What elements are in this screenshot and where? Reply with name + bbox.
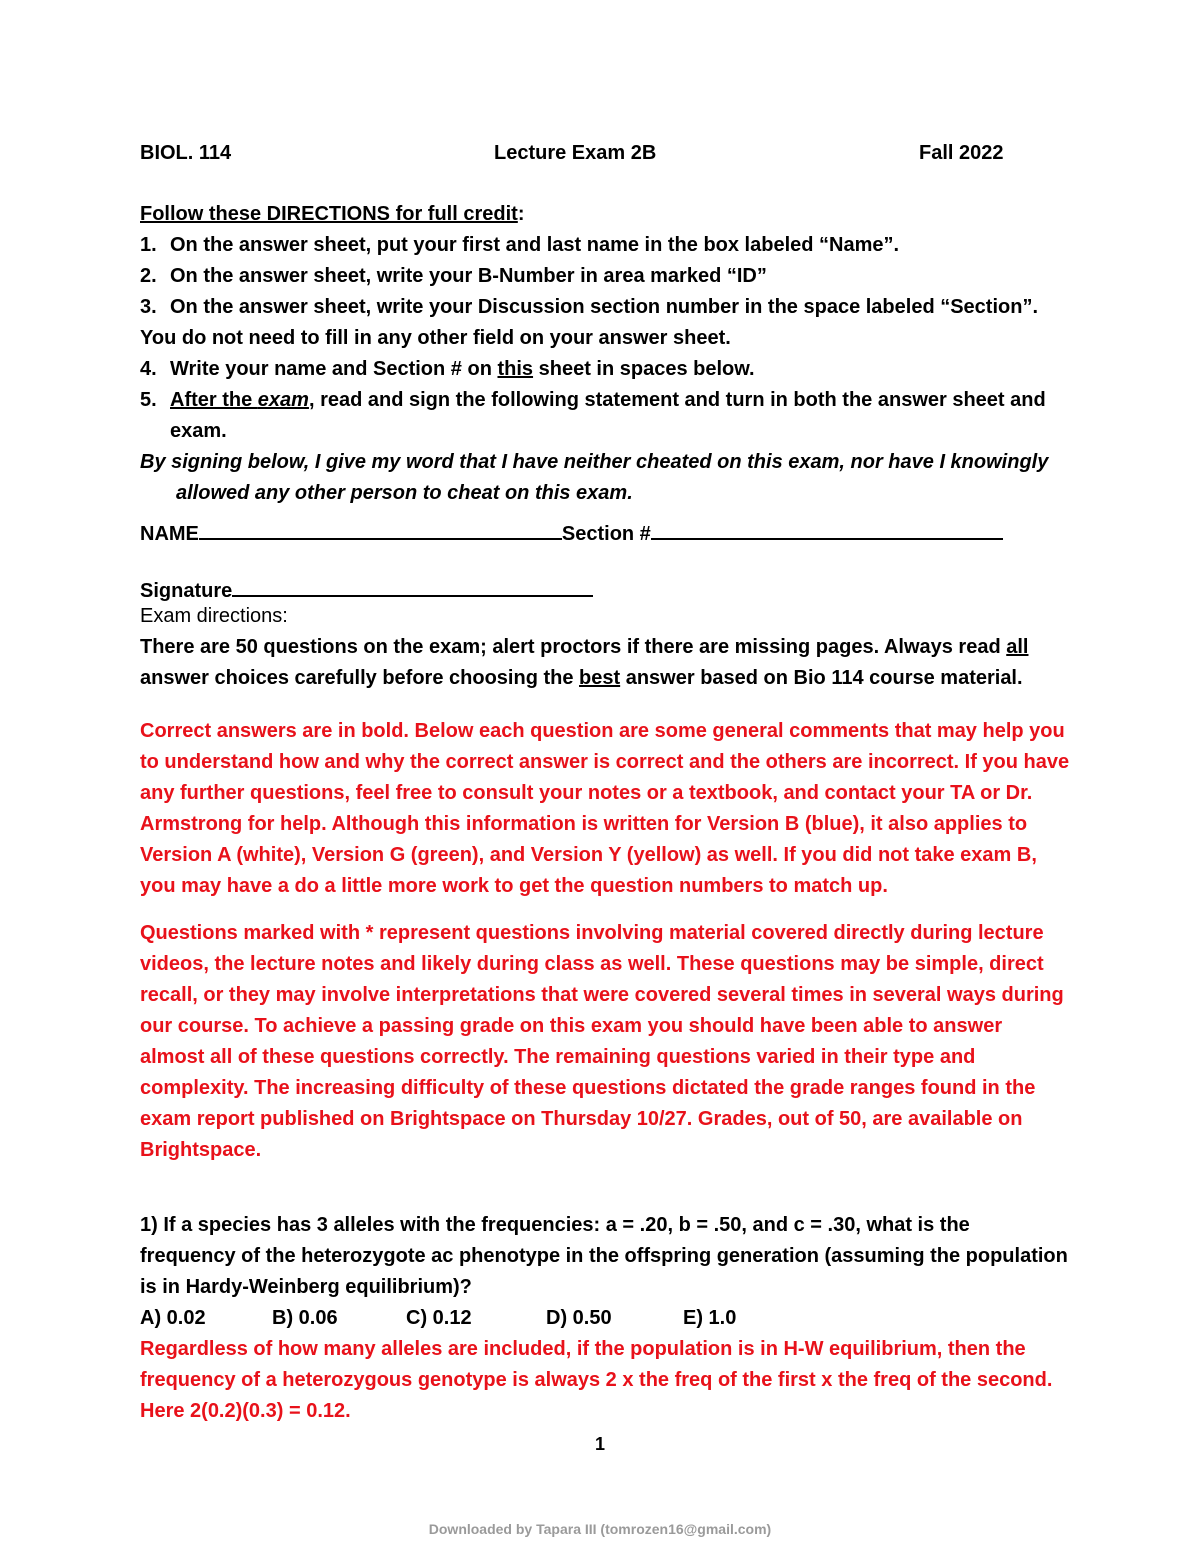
starred-questions-note: Questions marked with * represent questions involving material covered directly during lecture videos, the lecture notes and likely during class as well. These questions may be simple, direct recall, or they may involve interpretations that were covered several times in several ways during our course. To achieve a passing grade on this exam you should have been able to answer almost all of these questions correctly. The remaining questions varied in their type and complexity. The increasing difficulty of these questions dictated the grade ranges found in the exam report published on Brightspace on Thursday 10/27. Grades, out of 50, are available on Brightspace. (140, 922, 1064, 1161)
directions-heading: Follow these DIRECTIONS for full credit: (140, 203, 525, 225)
answer-choices (140, 1303, 1070, 1334)
signature-field[interactable] (232, 573, 593, 597)
question-stem: 1) If a species has 3 alleles with the frequencies: a = .20, b = .50, and c = .30, what is the frequency of the heterozygote ac phenotype in the offspring generation (assuming the population is in Hardy-Weinberg equilibrium)? (140, 1214, 1068, 1298)
section-label: Section # (561, 523, 651, 545)
name-section-row (140, 516, 1070, 550)
exam-directions (140, 601, 1070, 694)
download-footer: Downloaded by Tapara III (tomrozen16@gmail.com) (428, 1521, 772, 1537)
choice-a: A) 0.02 (140, 1307, 206, 1329)
direction-item-1: 1. On the answer sheet, put your first and last name in the box labeled “Name”. (140, 234, 900, 256)
honor-pledge: By signing below, I give my word that I have neither cheated on this exam, nor have I knowingly allowed any other person to cheat on this exam. (140, 451, 1049, 504)
direction-item-4: 4. Write your name and Section # on this sheet in spaces below. (140, 358, 755, 380)
page-number: 1 (594, 1434, 605, 1454)
question-1 (140, 1210, 1070, 1427)
exam-directions-heading: Exam directions: (140, 605, 288, 627)
choice-b: B) 0.06 (272, 1307, 338, 1329)
signature-label: Signature (140, 580, 233, 602)
question-explanation: Regardless of how many alleles are included, if the population is in H-W equilibrium, then the frequency of a heterozygous genotype is always 2 x the freq of the first x the freq of the second. Here 2(0.2)(0.3) = 0.12. (140, 1338, 1053, 1422)
answer-key-note: Correct answers are in bold. Below each question are some general comments that may help you to understand how and why the correct answer is correct and the others are incorrect. If you have any further questions, feel free to consult your notes or a textbook, and contact your TA or Dr. Armstrong for help. Although this information is written for Version B (blue), it also applies to Version A (white), Version G (green), and Version Y (yellow) as well. If you did not take exam B, you may have a do a little more work to get the question numbers to match up. (140, 720, 1070, 897)
section-field[interactable] (651, 516, 1003, 540)
direction-item-2: 2. On the answer sheet, write your B-Number in area marked “ID” (140, 265, 767, 287)
course-code: BIOL. 114 (140, 142, 232, 164)
direction-item-3: 3. On the answer sheet, write your Discussion section number in the space labeled “Section”. (140, 296, 1039, 318)
name-label: NAME (140, 523, 199, 545)
exam-directions-text: There are 50 questions on the exam; alert proctors if there are missing pages. Always read all answer choices carefully before choosing the best answer based on Bio 114 course material. (140, 636, 1029, 689)
direction-note: You do not need to fill in any other field on your answer sheet. (140, 327, 731, 349)
directions-block (140, 199, 1070, 509)
choice-d: D) 0.50 (546, 1307, 612, 1329)
direction-item-5: 5. After the exam, read and sign the following statement and turn in both the answer sheet and exam. (140, 389, 1046, 442)
choice-e: E) 1.0 (683, 1307, 737, 1329)
exam-title: Lecture Exam 2B (494, 142, 657, 164)
name-field[interactable] (199, 516, 562, 540)
choice-c: C) 0.12 (406, 1307, 472, 1329)
exam-term: Fall 2022 (919, 142, 1004, 164)
